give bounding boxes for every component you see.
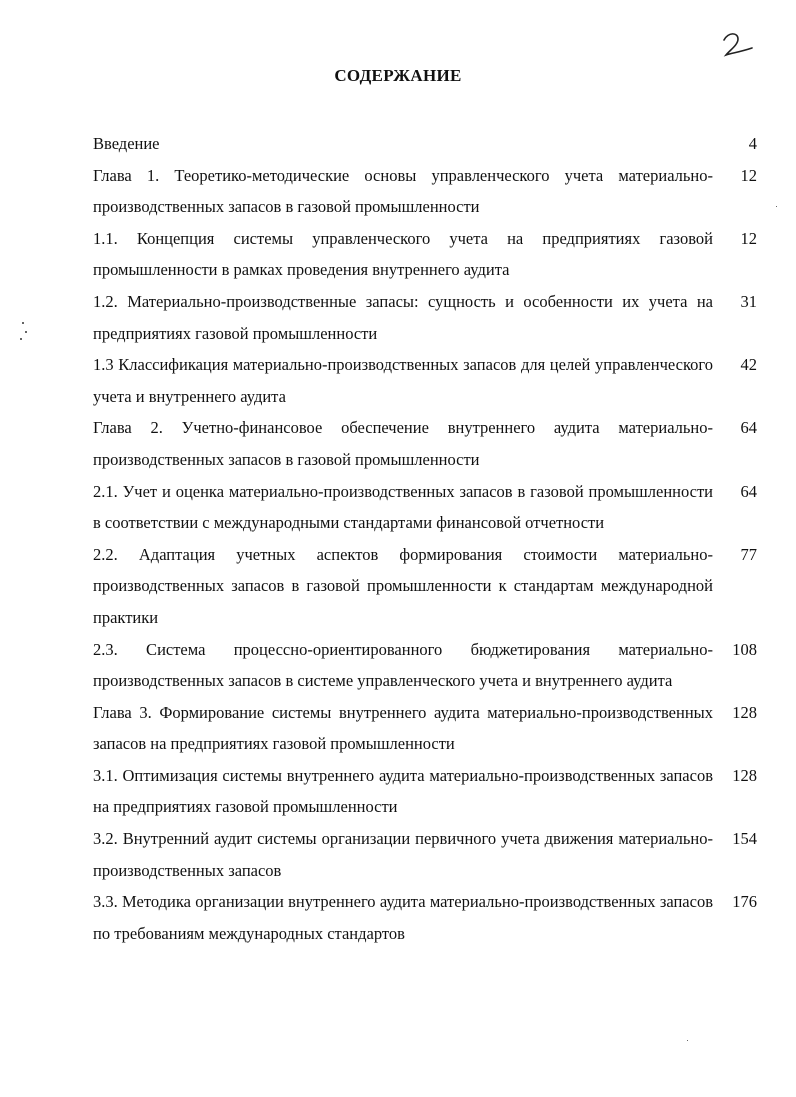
toc-entry-text: 1.2. Материально-производственные запасы: сущность и особенности их учета на предприятиях газовой промышленности xyxy=(93,291,713,343)
toc-entry-page: 64 xyxy=(740,418,757,438)
toc-entry-page: 154 xyxy=(732,829,757,849)
toc-entry-page: 77 xyxy=(740,544,757,564)
toc-entry-section-1-1 xyxy=(93,223,757,286)
scan-speck xyxy=(687,1040,688,1041)
page-title: СОДЕРЖАНИЕ xyxy=(334,66,462,85)
toc-entry-page: 176 xyxy=(732,892,757,912)
toc-entry-chapter-2 xyxy=(93,412,757,475)
toc-entry-section-2-1 xyxy=(93,476,757,539)
toc-entry-text: Глава 2. Учетно-финансовое обеспечение внутреннего аудита материально-производственных запасов в газовой промышленности xyxy=(93,418,713,469)
toc-entry-page: 12 xyxy=(740,228,757,248)
toc-entry-page: 108 xyxy=(732,639,757,659)
toc-entry-text: Введение xyxy=(93,134,160,153)
toc-entry-section-1-2 xyxy=(93,286,757,349)
toc-entry-section-1-3 xyxy=(93,349,757,412)
toc-entry-text: 1.1. Концепция системы управленческого учета на предприятиях газовой промышленности в рамках проведения внутреннего аудита xyxy=(93,228,713,280)
handwritten-page-number xyxy=(718,28,758,68)
toc-entry-page: 128 xyxy=(732,765,757,785)
scan-speck xyxy=(20,338,22,340)
toc-entry-text: 2.2. Адаптация учетных аспектов формирования стоимости материально-производственных запасов в газовой промышленности к стандартам международной практики xyxy=(93,544,713,627)
toc-entry-section-2-2 xyxy=(93,539,757,634)
toc-entry-section-3-3 xyxy=(93,886,757,949)
scan-speck xyxy=(22,322,24,324)
toc-entry-text: 1.3 Классификация материально-производственных запасов для целей управленческого учета и внутреннего аудита xyxy=(93,355,713,406)
toc-entry-text: 2.3. Система процессно-ориентированного бюджетирования материально-производственных запасов в системе управленческого учета и внутреннего аудита xyxy=(93,639,713,691)
toc-entry-text: 3.2. Внутренний аудит системы организации первичного учета движения материально-производственных запасов xyxy=(93,829,713,880)
toc-entry-section-3-2 xyxy=(93,823,757,886)
toc-entry-page: 4 xyxy=(748,134,757,153)
toc-entry-text: 2.1. Учет и оценка материально-производственных запасов в газовой промышленности в соответствии с международными стандартами финансовой отчетности xyxy=(93,481,713,533)
toc-entry-page: 12 xyxy=(740,165,757,185)
toc-entry-text: Глава 3. Формирование системы внутреннего аудита материально-производственных запасов на предприятиях газовой промышленности xyxy=(93,702,713,754)
scan-speck xyxy=(776,206,777,207)
toc-entry-section-3-1 xyxy=(93,760,757,823)
toc-entry-page: 64 xyxy=(740,481,757,501)
toc-entry-page: 42 xyxy=(740,355,757,375)
toc-entry-text: Глава 1. Теоретико-методические основы управленческого учета материально-производственных запасов в газовой промышленности xyxy=(93,165,713,217)
toc-entry-chapter-1 xyxy=(93,160,757,223)
toc-entry-section-2-3 xyxy=(93,634,757,697)
toc-entry-text: 3.3. Методика организации внутреннего аудита материально-производственных запасов по требованиям международных стандартов xyxy=(93,892,713,943)
toc-entry-text: 3.1. Оптимизация системы внутреннего аудита материально-производственных запасов на предприятиях газовой промышленности xyxy=(93,765,713,817)
toc-entry-chapter-3 xyxy=(93,697,757,760)
table-of-contents xyxy=(93,128,757,949)
toc-entry-page: 128 xyxy=(732,702,757,722)
toc-entry-intro xyxy=(93,128,757,160)
toc-entry-page: 31 xyxy=(740,291,757,311)
scan-speck xyxy=(25,331,27,333)
